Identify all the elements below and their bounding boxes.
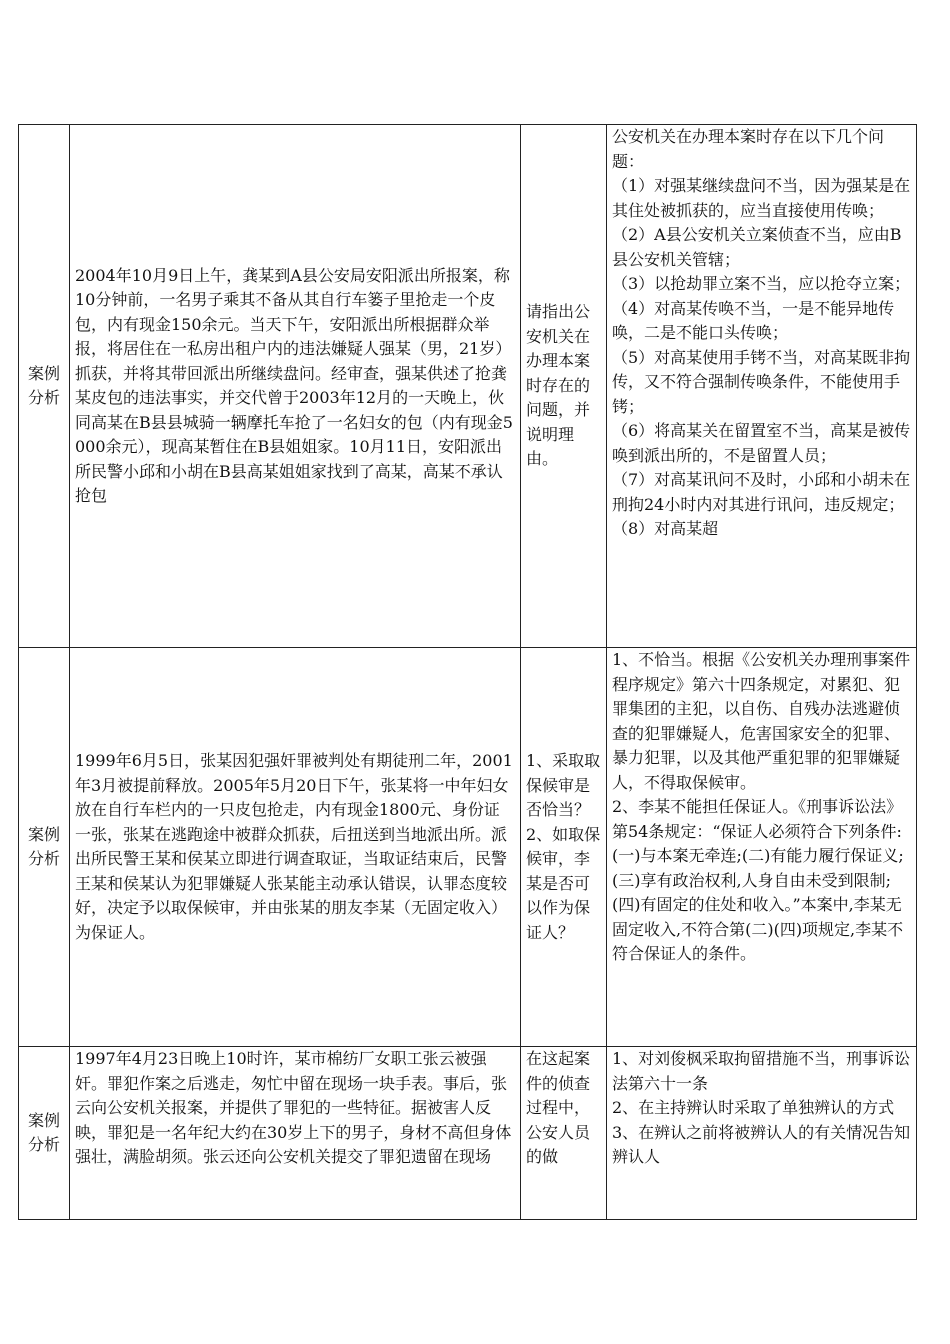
answer-line: （8）对高某超 — [612, 519, 719, 538]
category-cell: 案例分析 — [19, 648, 70, 1047]
case-description-cell: 1997年4月23日晚上10时许，某市棉纺厂女职工张云被强奸。罪犯作案之后逃走，匆忙中留在现场一块手表。事后，张云向公安机关报案，并提供了罪犯的一些特征。据被害人反映，罪犯是一名年纪大约在30岁上下的男子，身材不高但身体强壮，满脸胡须。张云还向公安机关提交了罪犯遗留在现场 — [70, 1047, 521, 1220]
table-row — [19, 125, 917, 648]
question-cell: 1、采取取保候审是否恰当？2、如取保候审，李某是否可以作为保证人？ — [521, 648, 607, 1047]
answer-line: （1）对强某继续盘问不当，因为强某是在其住处被抓获的，应当直接使用传唤； — [612, 176, 911, 220]
answer-line: （3）以抢劫罪立案不当，应以抢夺立案； — [612, 274, 911, 293]
answer-line: 公安机关在办理本案时存在以下几个问题： — [612, 127, 885, 171]
answer-line: 2、在主持辨认时采取了单独辨认的方式 — [612, 1098, 895, 1117]
answer-line: 1、不恰当。根据《公安机关办理刑事案件程序规定》第六十四条规定，对累犯、犯罪集团的主犯，以自伤、自残办法逃避侦查的犯罪嫌疑人，危害国家安全的犯罪、暴力犯罪，以及其他严重犯罪的犯罪嫌疑人，不得取保候审。 — [612, 650, 911, 792]
table-row — [19, 1047, 917, 1220]
case-description-cell: 1999年6月5日，张某因犯强奸罪被判处有期徒刑二年，2001年3月被提前释放。2005年5月20日下午，张某将一中年妇女放在自行车栏内的一只皮包抢走，内有现金1800元、身份证一张，张某在逃跑途中被群众抓获，后扭送到当地派出所。派出所民警王某和侯某立即进行调查取证，当取证结束后，民警王某和侯某认为犯罪嫌疑人张某能主动承认错误，认罪态度较好，决定予以取保候审，并由张某的朋友李某（无固定收入）为保证人。 — [70, 648, 521, 1047]
answer-line: （2）A县公安机关立案侦查不当，应由B县公安机关管辖； — [612, 225, 902, 269]
answer-line: 3、在辨认之前将被辨认人的有关情况告知辨认人 — [612, 1122, 911, 1166]
answer-line: 1、对刘俊枫采取拘留措施不当，刑事诉讼法第六十一条 — [612, 1049, 911, 1093]
answer-line: （7）对高某讯问不及时，小邱和小胡未在刑拘24小时内对其进行讯问，违反规定； — [612, 470, 911, 514]
answer-cell — [607, 125, 917, 648]
question-cell: 在这起案件的侦查过程中，公安人员的做 — [521, 1047, 607, 1220]
answer-cell — [607, 1047, 917, 1220]
table-row — [19, 648, 917, 1047]
category-cell: 案例分析 — [19, 125, 70, 648]
question-cell: 请指出公安机关在办理本案时存在的问题，并说明理由。 — [521, 125, 607, 648]
answer-line: （5）对高某使用手铐不当，对高某既非拘传，又不符合强制传唤条件，不能使用手铐； — [612, 347, 911, 416]
case-description-cell: 2004年10月9日上午，龚某到A县公安局安阳派出所报案，称10分钟前，一名男子乘其不备从其自行车篓子里抢走一个皮包，内有现金150余元。当天下午，安阳派出所根据群众举报，将居住在一私房出租户内的违法嫌疑人强某（男，21岁）抓获，并将其带回派出所继续盘问。经审查，强某供述了抢龚某皮包的违法事实，并交代曾于2003年12月的一天晚上，伙同高某在B县县城骑一辆摩托车抢了一名妇女的包（内有现金5000余元），现高某暂住在B县姐姐家。10月11日，安阳派出所民警小邱和小胡在B县高某姐姐家找到了高某，高某不承认抢包 — [70, 125, 521, 648]
category-cell: 案例分析 — [19, 1047, 70, 1220]
case-table — [18, 124, 917, 1220]
answer-cell — [607, 648, 917, 1047]
answer-line: （4）对高某传唤不当，一是不能异地传唤，二是不能口头传唤； — [612, 298, 895, 342]
answer-line: （6）将高某关在留置室不当，高某是被传唤到派出所的，不是留置人员； — [612, 421, 911, 465]
answer-line: 2、李某不能担任保证人。《刑事诉讼法》第54条规定：“保证人必须符合下列条件:(一)与本案无牵连;(二)有能力履行保证义;(三)享有政治权利,人身自由未受到限制;(四)有固定的住处和收入。”本案中,李某无固定收入,不符合第(二)(四)项规定,李某不符合保证人的条件。 — [612, 797, 904, 963]
